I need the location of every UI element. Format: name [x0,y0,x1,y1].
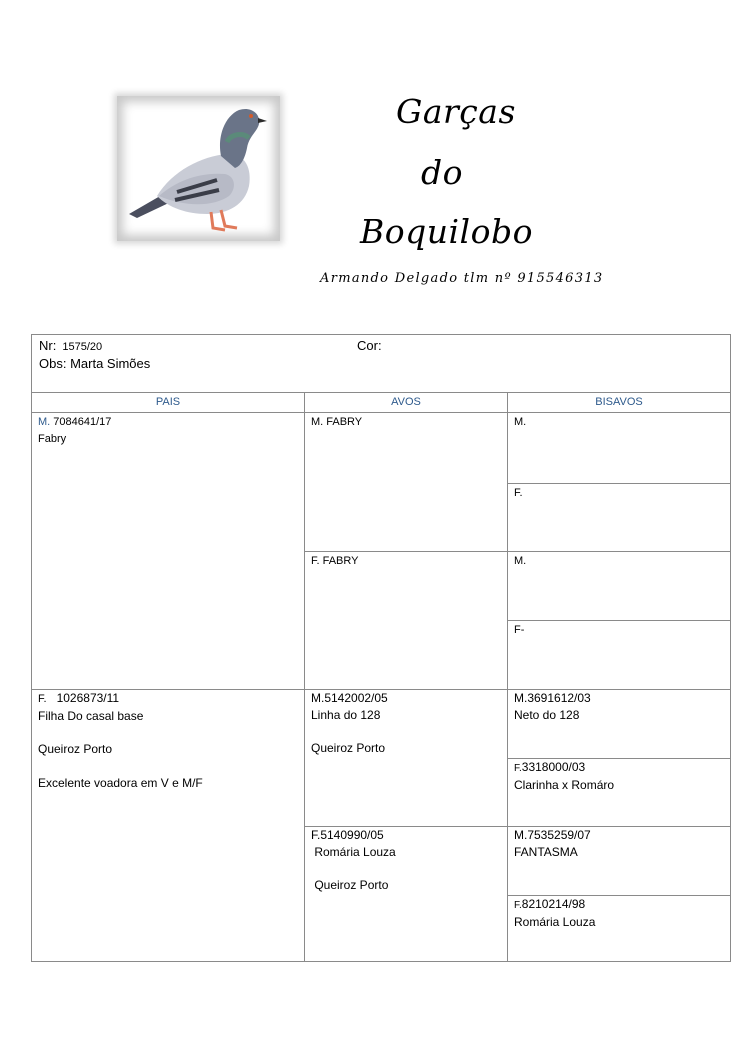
great-grandparent-1: M. [514,416,527,428]
grandparent-fm-line-2: Queiroz Porto [311,741,386,755]
column-header-bisavos: BISAVOS [507,392,731,413]
column-header-avos: AVOS [304,392,508,413]
great-grandparent-3: M. [514,555,527,567]
nr-value: 1575/20 [62,341,103,353]
great-grandparent-1-cell [507,412,731,484]
great-grandparent-7-cell [507,826,731,896]
great-grandparent-8-cell [507,895,731,962]
obs-field: Obs: Marta Simões [39,356,151,371]
great-grandparent-5-ring: M.3691612/03 [514,691,591,705]
mother-ring: 1026873/11 [56,691,120,705]
great-grandparent-8-ring: 8210214/98 [521,897,586,911]
mother-cell [31,689,305,962]
mother-line-1: Filha Do casal base [38,709,144,723]
great-grandparent-4-cell [507,620,731,690]
grandparent-mf: F. FABRY [311,555,359,567]
great-grandparent-8-prefix: F. [514,900,522,911]
mother-prefix: F. [38,693,47,705]
grandparent-ff-cell [304,826,508,962]
great-grandparent-7-ring: M.7535259/07 [514,828,591,842]
great-grandparent-2-cell [507,483,731,552]
great-grandparent-6-prefix: F. [514,763,522,774]
grandparent-ff-ring: F.5140990/05 [311,828,384,842]
great-grandparent-3-cell [507,551,731,621]
great-grandparent-7-line-1: FANTASMA [514,845,578,859]
father-cell [31,412,305,690]
grandparent-ff-line-1: Romária Louza [311,845,396,859]
grandparent-mm-cell [304,412,508,552]
pigeon-icon [117,96,280,241]
column-header-pais: PAIS [31,392,305,413]
mother-line-2: Queiroz Porto [38,742,113,756]
great-grandparent-4: F- [514,624,525,636]
great-grandparent-5-cell [507,689,731,759]
father-name: Fabry [38,433,67,445]
grandparent-ff-line-2: Queiroz Porto [311,878,389,892]
great-grandparent-2: F. [514,487,523,499]
grandparent-fm-cell [304,689,508,827]
grandparent-mm: M. FABRY [311,416,363,428]
nr-field [39,338,102,353]
great-grandparent-6-line-1: Clarinha x Romáro [514,778,615,792]
father-prefix: M. [38,416,51,428]
title-line-1: Garças [396,92,516,131]
great-grandparent-8-line-1: Romária Louza [514,915,596,929]
great-grandparent-6-ring: 3318000/03 [521,760,586,774]
grandparent-fm-ring: M.5142002/05 [311,691,388,705]
title-line-2: do [421,153,463,192]
info-box [31,334,731,393]
cor-label: Cor: [357,338,382,353]
nr-label: Nr: [39,338,57,353]
pigeon-photo [117,96,280,241]
grandparent-fm-line-1: Linha do 128 [311,708,381,722]
grandparent-mf-cell [304,551,508,690]
great-grandparent-5-line-1: Neto do 128 [514,708,580,722]
father-ring: 7084641/17 [53,416,112,428]
contact-line: Armando Delgado tlm nº 915546313 [320,271,604,286]
title-line-3: Boquilobo [360,212,533,251]
great-grandparent-6-cell [507,758,731,827]
mother-line-3: Excelente voadora em V e M/F [38,776,203,790]
